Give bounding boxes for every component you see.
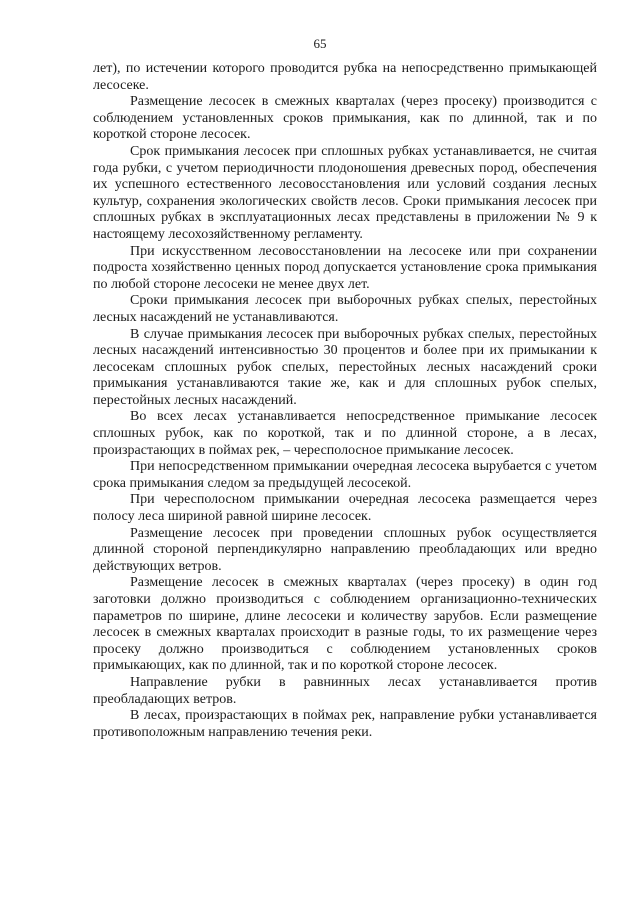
paragraph: При непосредственном примыкании очередная лесосека вырубается с учетом срока примыкания следом за предыдущей лесосекой. bbox=[93, 459, 597, 491]
paragraph: Срок примыкания лесосек при сплошных рубках устанавливается, не считая года рубки, с учетом периодичности плодоношения древесных пород, обеспечения их успешного естественного лесовосстановления или условий создания лесных культур, сохранения экологических свойств лесов. Сроки примыкания лесосек при сплошных рубках в эксплуатационных лесах представлены в приложении № 9 к настоящему лесохозяйственному регламенту. bbox=[93, 143, 597, 242]
paragraph: Размещение лесосек в смежных кварталах (через просеку) в один год заготовки должно производиться с соблюдением организационно-технических параметров по ширине, длине лесосеки и количеству зарубов. Если размещение лесосек в смежных кварталах происходит в разные годы, то их размещение через просеку должно производиться с соблюдением установленных сроков примыкающих, как по длинной, так и по короткой стороне лесосек. bbox=[93, 575, 597, 674]
paragraph: Во всех лесах устанавливается непосредственное примыкание лесосек сплошных рубок, как по короткой, так и по длинной стороне, а в лесах, произрастающих в поймах рек, – чересполосное примыкание лесосек. bbox=[93, 409, 597, 458]
paragraph: При чересполосном примыкании очередная лесосека размещается через полосу леса шириной равной ширине лесосек. bbox=[93, 492, 597, 525]
paragraph: В лесах, произрастающих в поймах рек, направление рубки устанавливается противоположным направлению течения реки. bbox=[93, 708, 597, 740]
body-text bbox=[93, 61, 597, 741]
page-number: 65 bbox=[313, 36, 327, 51]
paragraph: При искусственном лесовосстановлении на лесосеке или при сохранении подроста хозяйственно ценных пород допускается установление срока примыкания по любой стороне лесосеки не менее двух лет. bbox=[93, 243, 597, 292]
paragraph: В случае примыкания лесосек при выборочных рубках спелых, перестойных лесных насаждений интенсивностью 30 процентов и более при их примыкании к лесосекам сплошных рубок спелых, перестойных лесных насаждений сроки примыкания устанавливаются такие же, как и для сплошных рубок спелых, перестойных лесных насаждений. bbox=[93, 326, 597, 408]
paragraph: Размещение лесосек в смежных кварталах (через просеку) производится с соблюдением установленных сроков примыкания, как по длинной, так и по короткой стороне лесосек. bbox=[93, 94, 597, 143]
paragraph: Размещение лесосек при проведении сплошных рубок осуществляется длинной стороной перпендикулярно направлению преобладающих или вредно действующих ветров. bbox=[93, 525, 597, 574]
paragraph: лет), по истечении которого проводится рубка на непосредственно примыкающей лесосеке. bbox=[93, 61, 597, 93]
paragraph: Сроки примыкания лесосек при выборочных рубках спелых, перестойных лесных насаждений не устанавливаются. bbox=[93, 293, 597, 325]
paragraph: Направление рубки в равнинных лесах устанавливается против преобладающих ветров. bbox=[93, 674, 597, 707]
